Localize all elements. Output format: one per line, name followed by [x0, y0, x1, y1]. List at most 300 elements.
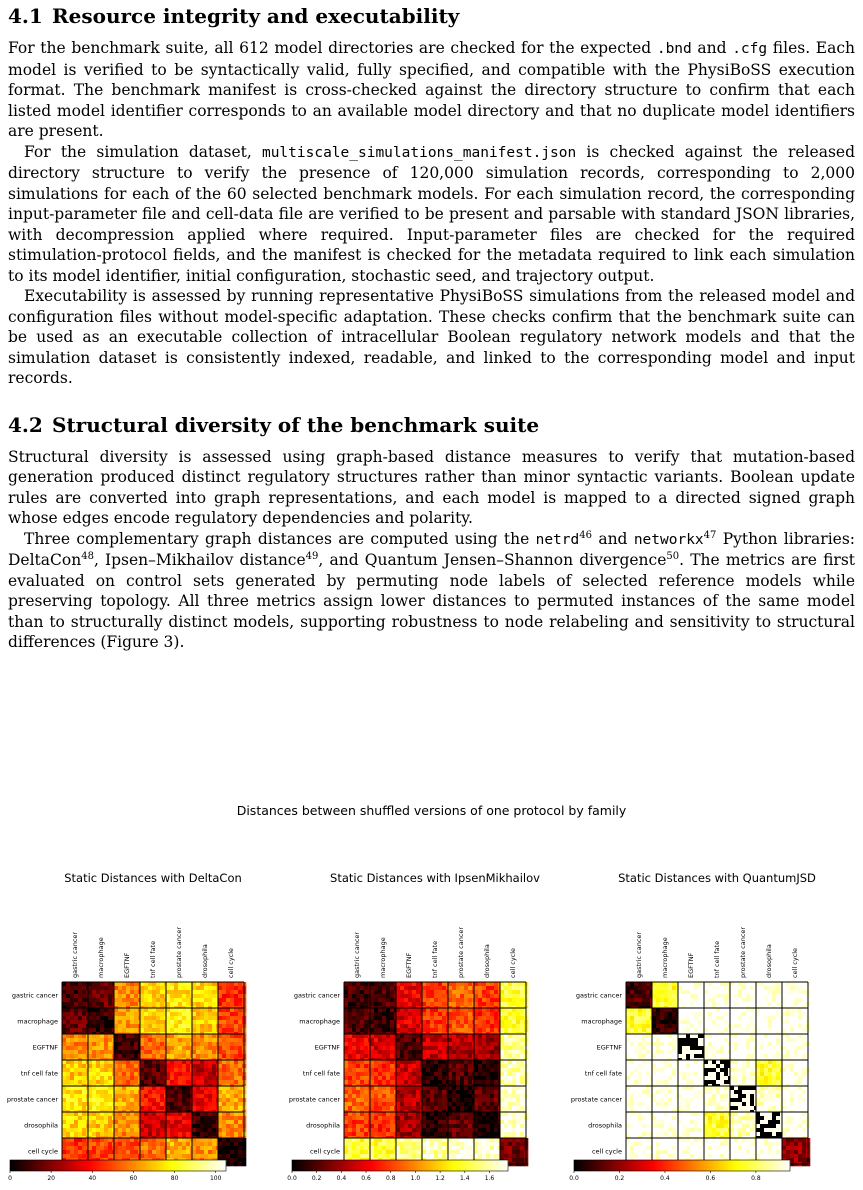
- heatmap-cell: [74, 1146, 78, 1150]
- heatmap-cell: [160, 986, 164, 990]
- heatmap-cell: [464, 998, 468, 1002]
- heatmap-cell: [170, 1072, 174, 1076]
- heatmap-cell: [464, 1116, 468, 1120]
- heatmap-cell: [204, 986, 208, 990]
- heatmap-cell: [108, 1094, 112, 1098]
- panel-title: Static Distances with QuantumJSD: [618, 871, 816, 885]
- heatmap-cell: [408, 990, 412, 994]
- heatmap-cell: [114, 1086, 118, 1090]
- heatmap-cell: [148, 1002, 152, 1006]
- heatmap-cell: [344, 1016, 348, 1020]
- heatmap-cell: [390, 1102, 394, 1106]
- heatmap-cell: [204, 1098, 208, 1102]
- colorbar-tick-label: 40: [88, 1175, 96, 1182]
- heatmap-cell: [360, 1146, 364, 1150]
- heatmap-cell: [226, 1002, 230, 1006]
- heatmap-cell: [386, 1038, 390, 1042]
- heatmap-cell: [504, 1128, 508, 1132]
- heatmap-cell: [386, 1128, 390, 1132]
- heatmap-cell: [160, 1112, 164, 1116]
- heatmap-cell: [468, 1098, 472, 1102]
- heatmap-cell: [478, 1150, 482, 1154]
- heatmap-cell: [348, 1150, 352, 1154]
- heatmap-cell: [66, 1012, 70, 1016]
- heatmap-cell: [134, 1050, 138, 1054]
- heatmap-cell: [222, 1002, 226, 1006]
- heatmap-cell: [460, 1128, 464, 1132]
- heatmap-cell: [408, 1120, 412, 1124]
- heatmap-cell: [82, 1072, 86, 1076]
- heatmap-cell: [140, 1142, 144, 1146]
- heatmap-cell: [148, 998, 152, 1002]
- heatmap-cell: [160, 1124, 164, 1128]
- heatmap-cell: [104, 1064, 108, 1068]
- heatmap-cell: [82, 1128, 86, 1132]
- heatmap-cell: [360, 1098, 364, 1102]
- heatmap-cell: [448, 1086, 452, 1090]
- heatmap-cell: [370, 1090, 374, 1094]
- heatmap-cell: [482, 1028, 486, 1032]
- heatmap-cell: [390, 1064, 394, 1068]
- heatmap-cell: [96, 990, 100, 994]
- heatmap-cell: [122, 1028, 126, 1032]
- heatmap-cell: [144, 1090, 148, 1094]
- heatmap-cell: [504, 1094, 508, 1098]
- heatmap-cell: [422, 1106, 426, 1110]
- heatmap-cell: [140, 1002, 144, 1006]
- heatmap-cell: [70, 1012, 74, 1016]
- heatmap-cell: [490, 1090, 494, 1094]
- text: For the simulation dataset,: [24, 143, 262, 161]
- heatmap-cell: [66, 1120, 70, 1124]
- heatmap-cell: [460, 1102, 464, 1106]
- heatmap-cell: [508, 1042, 512, 1046]
- heatmap-cell: [218, 1016, 222, 1020]
- heatmap-cell: [512, 986, 516, 990]
- y-tick-label: tnf cell fate: [303, 1070, 340, 1078]
- heatmap-cell: [166, 994, 170, 998]
- heatmap-cell: [516, 1128, 520, 1132]
- heatmap-cell: [478, 994, 482, 998]
- heatmap-cell: [182, 1132, 186, 1136]
- heatmap-cell: [226, 1132, 230, 1136]
- heatmap-cell: [646, 986, 650, 990]
- heatmap-cell: [382, 1080, 386, 1084]
- heatmap-cell: [460, 994, 464, 998]
- heatmap-cell: [114, 1002, 118, 1006]
- heatmap-cell: [348, 1102, 352, 1106]
- heatmap-cell: [96, 1086, 100, 1090]
- heatmap-cell: [196, 1080, 200, 1084]
- heatmap-cell: [460, 1016, 464, 1020]
- heatmap-cell: [166, 1050, 170, 1054]
- heatmap-cell: [174, 1012, 178, 1016]
- heatmap-cell: [160, 990, 164, 994]
- heatmap-cell: [88, 1124, 92, 1128]
- heatmap-cell: [504, 1008, 508, 1012]
- heatmap-cell: [360, 1080, 364, 1084]
- heatmap-cell: [364, 1146, 368, 1150]
- heatmap-cell: [396, 982, 400, 986]
- heatmap-cell: [166, 1090, 170, 1094]
- heatmap-cell: [222, 994, 226, 998]
- heatmap-cell: [182, 1090, 186, 1094]
- heatmap-cell: [134, 1150, 138, 1154]
- heatmap-cell: [374, 1150, 378, 1154]
- heatmap-cell: [456, 1120, 460, 1124]
- heatmap-cell: [386, 1002, 390, 1006]
- heatmap-cell: [478, 1080, 482, 1084]
- heatmap-cell: [504, 1042, 508, 1046]
- heatmap-cell: [456, 986, 460, 990]
- heatmap-cell: [200, 1080, 204, 1084]
- heatmap-cell: [196, 1012, 200, 1016]
- heatmap-cell: [364, 1090, 368, 1094]
- heatmap-cell: [474, 1020, 478, 1024]
- heatmap-cell: [66, 1038, 70, 1042]
- heatmap-cell: [166, 1016, 170, 1020]
- heatmap-cell: [170, 1146, 174, 1150]
- heatmap-cell: [356, 1150, 360, 1154]
- heatmap-cell: [370, 1106, 374, 1110]
- heatmap-cell: [218, 1146, 222, 1150]
- heatmap-cell: [238, 1086, 242, 1090]
- heatmap-cell: [504, 1146, 508, 1150]
- heatmap-cell: [382, 1132, 386, 1136]
- heatmap-cell: [82, 1080, 86, 1084]
- heatmap-cell: [378, 1116, 382, 1120]
- heatmap-cell: [192, 1054, 196, 1058]
- heatmap-cell: [218, 1150, 222, 1154]
- heatmap-cell: [174, 1020, 178, 1024]
- heatmap-cell: [382, 1038, 386, 1042]
- heatmap-cell: [386, 1060, 390, 1064]
- heatmap-cell: [482, 1142, 486, 1146]
- heatmap-cell: [400, 1008, 404, 1012]
- heatmap-cell: [430, 1116, 434, 1120]
- heatmap-cell: [174, 1050, 178, 1054]
- heatmap-cell: [126, 1064, 130, 1068]
- heatmap-cell: [344, 1072, 348, 1076]
- heatmap-cell: [370, 1008, 374, 1012]
- heatmap-cell: [78, 994, 82, 998]
- heatmap-cell: [442, 1080, 446, 1084]
- heatmap-cell: [130, 982, 134, 986]
- heatmap-cell: [482, 1012, 486, 1016]
- heatmap-cell: [108, 1154, 112, 1158]
- heatmap-cell: [182, 1042, 186, 1046]
- heatmap-cell: [386, 1064, 390, 1068]
- heatmap-cell: [134, 1046, 138, 1050]
- heatmap-cell: [374, 986, 378, 990]
- heatmap-cell: [490, 1064, 494, 1068]
- heatmap-cell: [404, 1064, 408, 1068]
- heatmap-cell: [96, 1124, 100, 1128]
- heatmap-cell: [230, 1124, 234, 1128]
- heatmap-cell: [160, 1008, 164, 1012]
- heatmap-cell: [166, 1054, 170, 1058]
- heatmap-cell: [386, 1120, 390, 1124]
- heatmap-cell: [156, 1012, 160, 1016]
- heatmap-cell: [474, 1038, 478, 1042]
- heatmap-cell: [512, 1076, 516, 1080]
- heatmap-cell: [114, 1064, 118, 1068]
- heatmap-cell: [208, 1060, 212, 1064]
- heatmap-cell: [126, 1060, 130, 1064]
- heatmap-cell: [486, 986, 490, 990]
- heatmap-cell: [100, 1072, 104, 1076]
- heatmap-cell: [230, 1128, 234, 1132]
- heatmap-cell: [100, 1064, 104, 1068]
- heatmap-cell: [226, 1038, 230, 1042]
- heatmap-cell: [134, 1128, 138, 1132]
- heatmap-cell: [378, 990, 382, 994]
- heatmap-cell: [516, 1120, 520, 1124]
- heatmap-cell: [108, 986, 112, 990]
- heatmap-cell: [452, 1072, 456, 1076]
- heatmap-cell: [520, 1060, 524, 1064]
- heatmap-cell: [468, 1038, 472, 1042]
- text: and: [592, 530, 634, 548]
- heatmap-cell: [478, 1028, 482, 1032]
- heatmap-cell: [426, 1090, 430, 1094]
- heatmap-cell: [104, 1142, 108, 1146]
- heatmap-cell: [408, 1094, 412, 1098]
- heatmap-cell: [62, 1068, 66, 1072]
- heatmap-cell: [170, 1150, 174, 1154]
- heatmap-cell: [426, 1054, 430, 1058]
- heatmap-cell: [386, 1138, 390, 1142]
- heatmap-cell: [438, 1086, 442, 1090]
- heatmap-cell: [148, 1050, 152, 1054]
- heatmap-cell: [118, 1072, 122, 1076]
- heatmap-cell: [130, 1050, 134, 1054]
- heatmap-cell: [204, 1002, 208, 1006]
- heatmap-cell: [382, 1076, 386, 1080]
- heatmap-cell: [512, 998, 516, 1002]
- heatmap-cell: [62, 1128, 66, 1132]
- heatmap-cell: [226, 1042, 230, 1046]
- heatmap-cell: [170, 1064, 174, 1068]
- heatmap-cell: [504, 1016, 508, 1020]
- heatmap-cell: [456, 1102, 460, 1106]
- heatmap-cell: [166, 1146, 170, 1150]
- heatmap-cell: [186, 982, 190, 986]
- heatmap-cell: [74, 1086, 78, 1090]
- heatmap-cell: [434, 1008, 438, 1012]
- heatmap-cell: [348, 1008, 352, 1012]
- heatmap-cell: [144, 1042, 148, 1046]
- heatmap-cell: [448, 1116, 452, 1120]
- heatmap-cell: [370, 1080, 374, 1084]
- heatmap-cell: [434, 1106, 438, 1110]
- heatmap-cell: [474, 1080, 478, 1084]
- heatmap-cell: [78, 1042, 82, 1046]
- heatmap-cell: [182, 1008, 186, 1012]
- heatmap-cell: [160, 1028, 164, 1032]
- heatmap-cell: [226, 1138, 230, 1142]
- heatmap-cell: [426, 982, 430, 986]
- heatmap-cell: [378, 1034, 382, 1038]
- heatmap-cell: [212, 1054, 216, 1058]
- heatmap-cell: [212, 1098, 216, 1102]
- heatmap-cell: [464, 1076, 468, 1080]
- heatmap-cell: [430, 1002, 434, 1006]
- heatmap-cell: [422, 1020, 426, 1024]
- heatmap-cell: [638, 990, 642, 994]
- heatmap-cell: [204, 1038, 208, 1042]
- heatmap-cell: [478, 1090, 482, 1094]
- heatmap-cell: [434, 1050, 438, 1054]
- heatmap-cell: [400, 986, 404, 990]
- heatmap-cell: [204, 1076, 208, 1080]
- text: Python libraries: DeltaCon: [8, 530, 855, 570]
- heatmap-cell: [170, 1024, 174, 1028]
- heatmap-cell: [66, 1128, 70, 1132]
- heatmap-cell: [404, 994, 408, 998]
- heatmap-cell: [442, 1102, 446, 1106]
- heatmap-cell: [140, 1016, 144, 1020]
- heatmap-cell: [88, 1034, 92, 1038]
- heatmap-cell: [126, 1132, 130, 1136]
- heatmap-cell: [486, 1090, 490, 1094]
- heatmap-cell: [126, 1012, 130, 1016]
- heatmap-cell: [182, 1098, 186, 1102]
- heatmap-cell: [438, 1102, 442, 1106]
- y-tick-label: gastric cancer: [294, 992, 340, 1000]
- heatmap-cell: [430, 990, 434, 994]
- heatmap-cell: [126, 1106, 130, 1110]
- heatmap-cell: [178, 1128, 182, 1132]
- heatmap-cell: [196, 1042, 200, 1046]
- heatmap-cell: [226, 1124, 230, 1128]
- heatmap-cell: [442, 1038, 446, 1042]
- heatmap-cell: [344, 986, 348, 990]
- heatmap-cell: [178, 1050, 182, 1054]
- heatmap-cell: [426, 1116, 430, 1120]
- heatmap-cell: [396, 994, 400, 998]
- heatmap-cell: [516, 1112, 520, 1116]
- heatmap-cell: [166, 1124, 170, 1128]
- heatmap-cell: [196, 1146, 200, 1150]
- heatmap-cell: [218, 1046, 222, 1050]
- heatmap-cell: [100, 1138, 104, 1142]
- y-tick-label: tnf cell fate: [21, 1070, 58, 1078]
- heatmap-cell: [114, 1142, 118, 1146]
- heatmap-cell: [344, 1086, 348, 1090]
- heatmap-cells: [626, 982, 810, 1166]
- text: , and Quantum Jensen–Shannon divergence: [318, 551, 666, 569]
- heatmap-cell: [78, 1128, 82, 1132]
- heatmap-cell: [412, 1150, 416, 1154]
- heatmap-cell: [108, 1150, 112, 1154]
- heatmap-cell: [500, 1072, 504, 1076]
- heatmap-cell: [634, 982, 638, 986]
- heatmap-cell: [422, 1034, 426, 1038]
- heatmap-cell: [152, 1024, 156, 1028]
- heatmap-cell: [104, 1132, 108, 1136]
- heatmap-cell: [218, 994, 222, 998]
- heatmap-cell: [70, 1054, 74, 1058]
- heatmap-cell: [500, 1098, 504, 1102]
- heatmap-cell: [130, 1112, 134, 1116]
- heatmap-cell: [348, 1138, 352, 1142]
- heatmap-cell: [156, 982, 160, 986]
- heatmap-cell: [200, 1064, 204, 1068]
- heatmap-cell: [196, 1142, 200, 1146]
- heatmap-cell: [104, 1046, 108, 1050]
- heatmap-cell: [152, 1098, 156, 1102]
- heatmap-cell: [442, 1150, 446, 1154]
- code: .bnd: [657, 41, 692, 57]
- heatmap-cell: [364, 1072, 368, 1076]
- heatmap-cell: [234, 1020, 238, 1024]
- heatmap-cell: [122, 1132, 126, 1136]
- heatmap-cell: [66, 1050, 70, 1054]
- heatmap-cell: [386, 1016, 390, 1020]
- heatmap-cell: [234, 1024, 238, 1028]
- heatmap-cell: [456, 990, 460, 994]
- heatmap-cell: [218, 990, 222, 994]
- heatmap-cell: [218, 1154, 222, 1158]
- heatmap-cell: [200, 1098, 204, 1102]
- heatmap-cell: [344, 1020, 348, 1024]
- heatmap-cell: [208, 1064, 212, 1068]
- heatmap-cell: [356, 1086, 360, 1090]
- heatmap-cell: [186, 1116, 190, 1120]
- heatmap-cell: [370, 1086, 374, 1090]
- heatmap-cell: [212, 994, 216, 998]
- heatmap-cell: [396, 1042, 400, 1046]
- heatmap-cell: [174, 1016, 178, 1020]
- heatmap-cell: [182, 1106, 186, 1110]
- heatmap-cell: [486, 1008, 490, 1012]
- heatmap-cell: [364, 998, 368, 1002]
- heatmap-cell: [426, 1002, 430, 1006]
- heatmap-cell: [508, 1020, 512, 1024]
- heatmap-cell: [422, 1060, 426, 1064]
- x-tick-label: cell cycle: [227, 948, 235, 978]
- heatmap-cell: [208, 982, 212, 986]
- heatmap-panel: [0, 870, 230, 1190]
- heatmap-cell: [482, 1124, 486, 1128]
- heatmap-cell: [426, 1142, 430, 1146]
- heatmap-cell: [222, 1024, 226, 1028]
- heatmap-cell: [140, 1154, 144, 1158]
- heatmap-cell: [166, 1142, 170, 1146]
- heatmap-cell: [148, 1154, 152, 1158]
- heatmap-cell: [390, 1094, 394, 1098]
- heatmap-cell: [118, 1068, 122, 1072]
- heatmap-cell: [426, 1094, 430, 1098]
- heatmap-cell: [360, 1042, 364, 1046]
- heatmap-cell: [156, 986, 160, 990]
- heatmap-cell: [230, 1158, 234, 1162]
- heatmap-cell: [474, 1034, 478, 1038]
- heatmap-cell: [70, 1002, 74, 1006]
- heatmap-cell: [360, 1068, 364, 1072]
- heatmap-cell: [192, 982, 196, 986]
- heatmap-cell: [96, 1016, 100, 1020]
- heatmap-cell: [74, 1094, 78, 1098]
- heatmap-cell: [430, 1138, 434, 1142]
- heatmap-cell: [152, 1060, 156, 1064]
- heatmap-cell: [192, 994, 196, 998]
- heatmap-cell: [478, 1008, 482, 1012]
- heatmap-cell: [166, 998, 170, 1002]
- heatmap-cell: [426, 1080, 430, 1084]
- heatmap-cell: [238, 1046, 242, 1050]
